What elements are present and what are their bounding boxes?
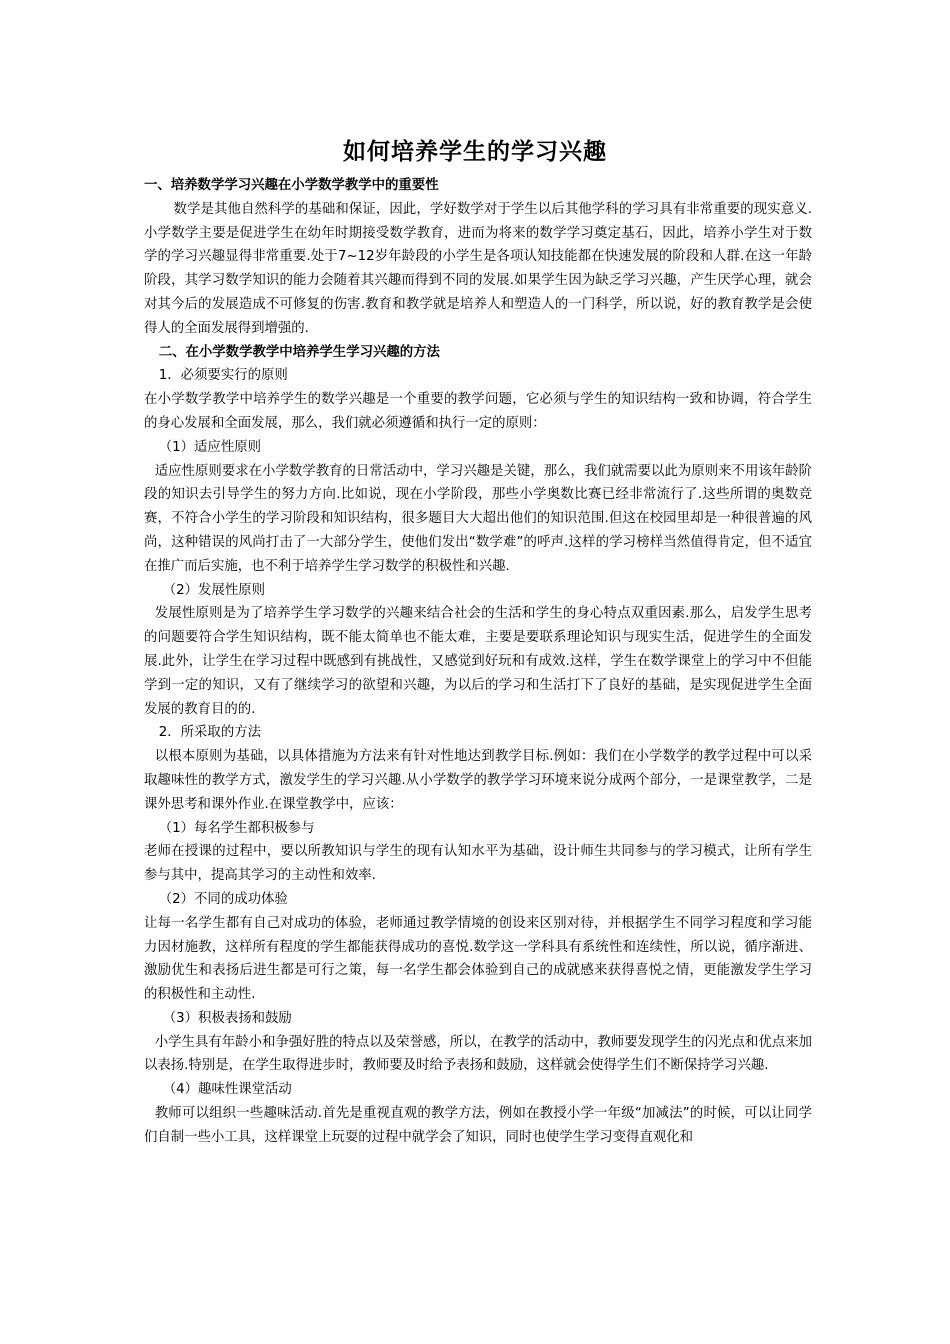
paragraph: 在小学数学教学中培养学生的数学兴趣是一个重要的教学问题，它必须与学生的知识结构一致和协调，符合学生的身心发展和全面发展，那么，我们就必须遵循和执行一定的原则： [144, 392, 812, 431]
document-title: 如何培养学生的学习兴趣 [343, 139, 607, 165]
subheading: （1）适应性原则 [158, 439, 261, 455]
section-heading-1: 一、培养数学学习兴趣在小学数学教学中的重要性 [144, 178, 439, 193]
subheading: 1．必须要实行的原则 [158, 368, 288, 384]
subheading: 2．所采取的方法 [158, 725, 261, 741]
subheading: （2）不同的成功体验 [158, 891, 288, 907]
paragraph: 以根本原则为基础，以具体措施为方法来有针对性地达到教学目标.例如：我们在小学数学的教学过程中可以采取趣味性的教学方式，激发学生的学习兴趣.从小学数学的教学学习环境来说分成两个部分，一是课堂教学，二是课外思考和课外作业.在课堂教学中，应该： [144, 749, 812, 812]
subheading: （3）积极表扬和鼓励 [162, 1010, 292, 1026]
section-heading-2: 二、在小学数学教学中培养学生学习兴趣的方法 [158, 344, 440, 360]
paragraph: 发展性原则是为了培养学生学习数学的兴趣来结合社会的生活和学生的身心特点双重因素.那么，启发学生思考的问题要符合学生知识结构，既不能太简单也不能太难，主要是要联系理论知识与现实生活，促进学生的全面发展.此外，让学生在学习过程中既感到有挑战性，又感觉到好玩和有成效.这样，学生在数学课堂上的学习中不但能学到一定的知识，又有了继续学习的欲望和兴趣，为以后的学习和生活打下了良好的基础，是实现促进学生全面发展的教育目的的. [144, 606, 812, 717]
subheading: （1）每名学生都积极参与 [158, 820, 315, 836]
subheading: （4）趣味性课堂活动 [162, 1082, 292, 1098]
paragraph: 小学生具有年龄小和争强好胜的特点以及荣誉感，所以，在教学的活动中，教师要发现学生的闪光点和优点来加以表扬.特别是，在学生取得进步时，教师要及时给予表扬和鼓励，这样就会使得学生们不断保持学习兴趣. [144, 1034, 812, 1074]
subheading: （2）发展性原则 [162, 582, 266, 598]
paragraph: 让每一名学生都有自己对成功的体验，老师通过教学情境的创设来区别对待，并根据学生不同学习程度和学习能力因材施教，这样所有程度的学生都能获得成功的喜悦.数学这一学科具有系统性和连续性，所以说，循序渐进、激励优生和表扬后进生都是可行之策，每一名学生都会体验到自己的成就感来获得喜悦之情，更能激发学生学习的积极性和主动性. [144, 915, 812, 1003]
paragraph: 老师在授课的过程中，要以所教知识与学生的现有认知水平为基础，设计师生共同参与的学习模式，让所有学生参与其中，提高其学习的主动性和效率. [144, 844, 812, 884]
paragraph: 适应性原则要求在小学数学教育的日常活动中，学习兴趣是关键，那么，我们就需要以此为原则来不用该年龄阶段的知识去引导学生的努力方向.比如说，现在小学阶段，那些小学奥数比赛已经非常流行了.这些所谓的奥数竞赛，不符合小学生的学习阶段和知识结构，很多题目大大超出他们的知识范围.但这在校园里却是一种很普遍的风尚，这种错误的风尚打击了一大部分学生，使他们发出“数学难”的呼声.这样的学习榜样当然值得肯定，但不适宜在推广而后实施，也不利于培养学生学习数学的积极性和兴趣. [144, 463, 812, 574]
paragraph: 教师可以组织一些趣味活动.首先是重视直观的教学方法，例如在教授小学一年级“加减法”的时候，可以让同学们自制一些小工具，这样课堂上玩耍的过程中就学会了知识，同时也使学生学习变得直观化和 [144, 1106, 812, 1145]
paragraph: 数学是其他自然科学的基础和保证，因此，学好数学对于学生以后其他学科的学习具有非常重要的现实意义.小学数学主要是促进学生在幼年时期接受数学教育，进而为将来的数学学习奠定基石，因此，培养小学生对于数学的学习兴趣显得非常重要.处于7~12岁年龄段的小学生是各项认知技能都在快速发展的阶段和人群.在这一年龄阶段，其学习数学知识的能力会随着其兴趣而得到不同的发展.如果学生因为缺乏学习兴趣，产生厌学心理，就会对其今后的发展造成不可修复的伤害.教育和教学就是培养人和塑造人的一门科学，所以说，好的教育教学是会使得人的全面发展得到增强的. [144, 201, 812, 336]
document-body [144, 174, 812, 1150]
